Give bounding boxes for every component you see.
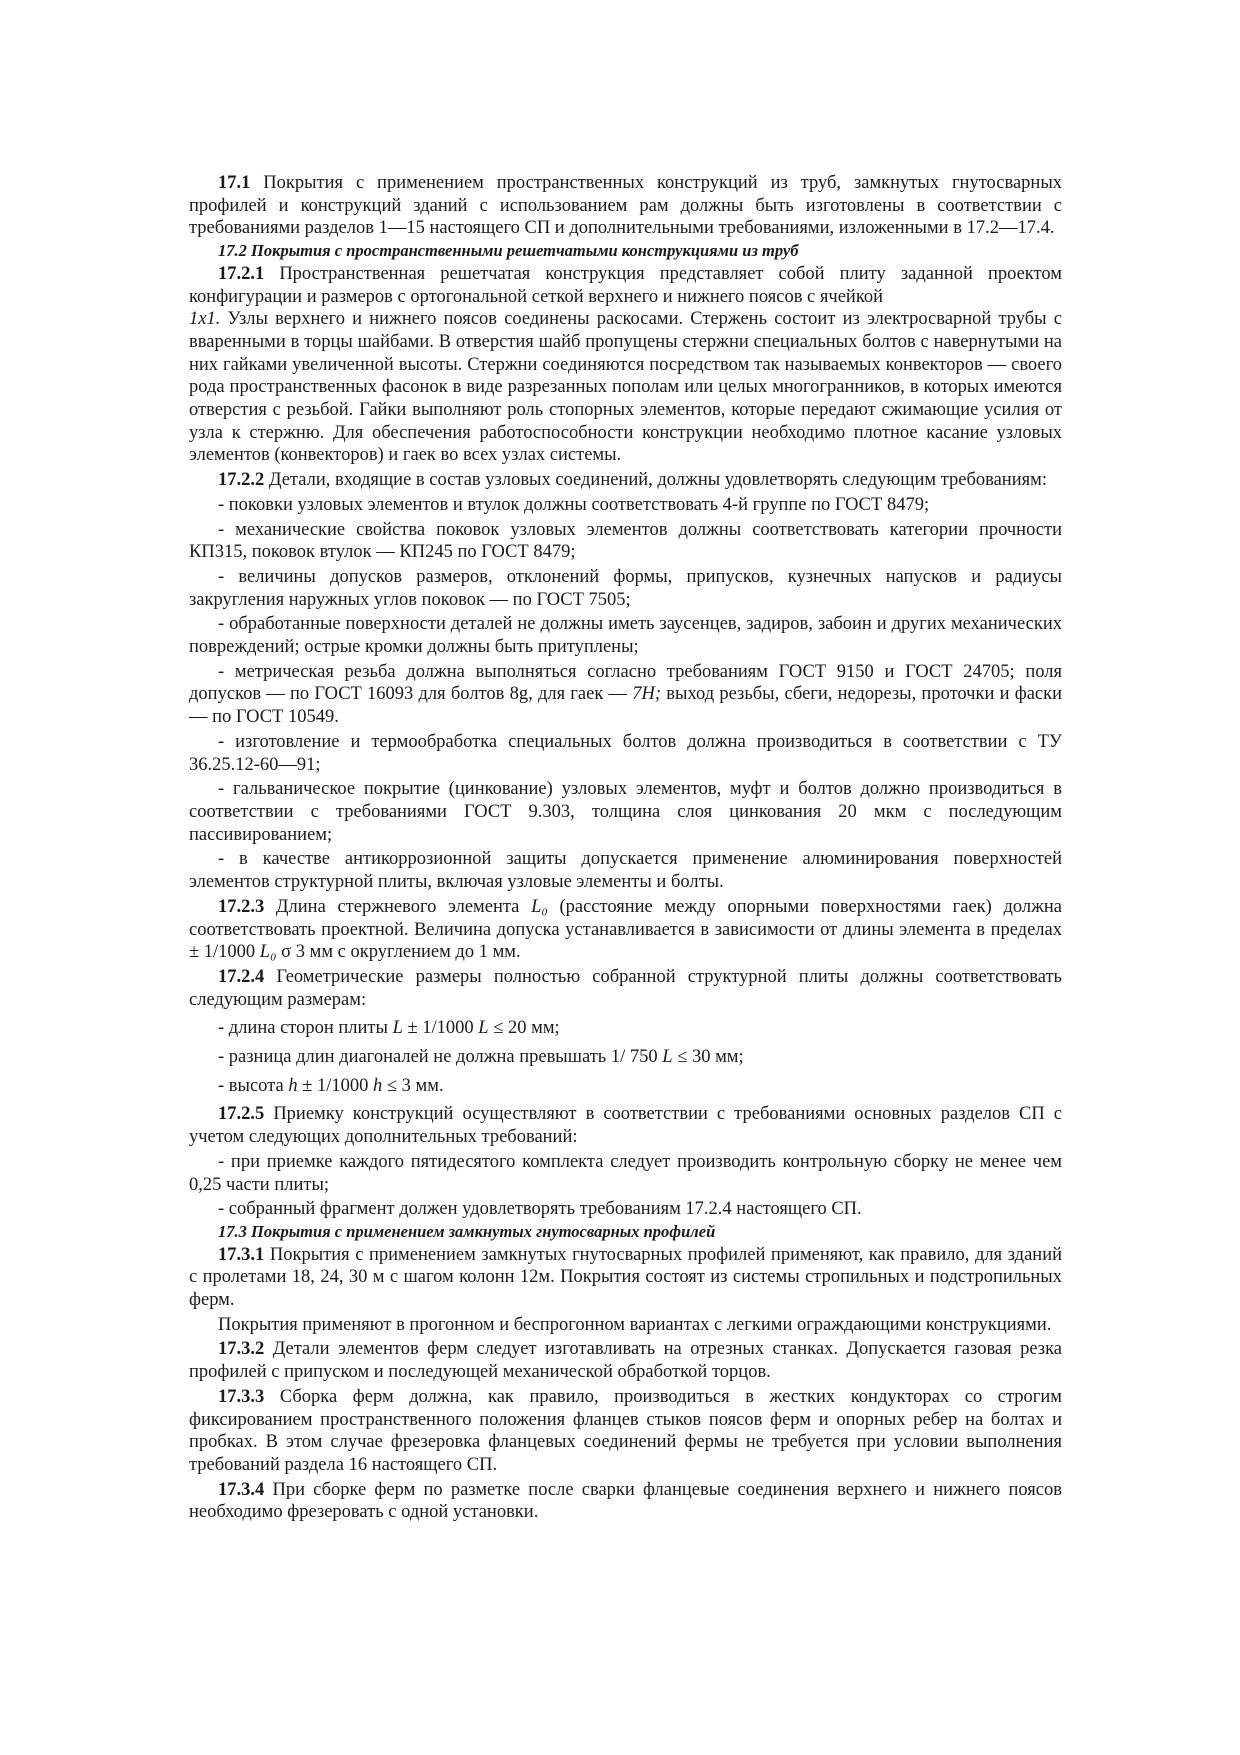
paragraph-17-3-3	[189, 1386, 1062, 1477]
section-heading-17-3: 17.3 Покрытия с применением замкнутых гнутосварных профилей	[218, 1221, 716, 1241]
paragraph-17-2-5	[189, 1103, 1062, 1148]
paragraph-17-2-3	[189, 896, 1062, 964]
list-item: - собранный фрагмент должен удовлетворять требованиям 17.2.4 настоящего СП.	[218, 1199, 862, 1220]
list-item-text: ≤ 20 мм;	[493, 1018, 560, 1039]
paragraph-text: Покрытия с применением замкнутых гнутосварных профилей применяют, как правило, для зданий с пролетами 18, 24, 30 м с шагом колонн 12м. Покрытия состоят из системы стропильных и подстропильных ферм.	[189, 1244, 1062, 1311]
paragraph-17-3-2	[189, 1338, 1062, 1383]
paragraph-17-2-2	[189, 469, 1062, 492]
list-item: - механические свойства поковок узловых элементов должны соответствовать категории прочности КП315, поковок втулок — КП245 по ГОСТ 8479;	[189, 519, 1062, 563]
list-item-text: ≤ 30 мм;	[677, 1047, 744, 1068]
paragraph-17-1	[189, 172, 1062, 240]
list-item-text: ± 1/1000	[407, 1018, 474, 1039]
paragraph-text: Приемку конструкций осуществляют в соответствии с требованиями основных разделов СП с учетом следующих дополнительных требований:	[189, 1104, 1063, 1148]
symbol-l0: L₀	[531, 896, 548, 917]
clause-number: 17.2.3	[218, 896, 265, 917]
clause-number: 17.2.5	[218, 1104, 265, 1125]
tolerance-italic: 7H;	[632, 684, 662, 705]
symbol-l: L	[478, 1018, 489, 1039]
paragraph-text: При сборке ферм по разметке после сварки фланцевые соединения верхнего и нижнего поясов необходимо фрезеровать с одной установки.	[189, 1479, 1062, 1523]
paragraph-text: Детали элементов ферм следует изготавливать на отрезных станках. Допускается газовая резка профилей с припуском и последующей механической обработкой торцов.	[189, 1339, 1063, 1383]
list-item-text: - длина сторон плиты	[218, 1018, 388, 1039]
document-page	[189, 172, 1062, 1524]
symbol-l0: L₀	[259, 942, 277, 963]
symbol-l: L	[662, 1047, 673, 1068]
clause-number: 17.2.1	[218, 263, 265, 284]
section-heading-17-2: 17.2 Покрытия с пространственными решетчатыми конструкциями из труб	[218, 241, 799, 261]
clause-number: 17.3.4	[218, 1479, 265, 1500]
cell-size-italic: 1х1.	[189, 309, 221, 330]
list-item-text: - высота	[218, 1075, 284, 1096]
clause-number: 17.3.3	[218, 1386, 265, 1407]
paragraph-text: Геометрические размеры полностью собранной структурной плиты должны соответствовать следующим размерам:	[189, 966, 1062, 1010]
list-item	[189, 1075, 1062, 1098]
paragraph-text: Узлы верхнего и нижнего поясов соединены раскосами. Стержень состоит из электросварной трубы с вваренными в торцы шайбами. В отверстия шайб пропущены стержни специальных болтов с навернутыми на них гайками увеличенной высоты. Стержни соединяются посредством так называемых конвекторов — своего рода пространственных фасонок в виде разрезанных пополам или целых многогранников, в которых имеются отверстия с резьбой. Гайки выполняют роль стопорных элементов, которые передают сжимающие усилия от узла к стержню. Для обеспечения работоспособности конструкции необходимо плотное касание узловых элементов (конвекторов) и гаек во всех узлах системы.	[189, 309, 1063, 466]
list-item-text: ± 1/1000	[302, 1075, 369, 1096]
list-item-text: - разница длин диагоналей не должна превышать 1/ 750	[218, 1047, 658, 1068]
clause-number: 17.2.2	[218, 470, 265, 491]
clause-number: 17.2.4	[218, 966, 265, 987]
clause-number: 17.3.1	[218, 1244, 265, 1265]
clause-number: 17.3.2	[218, 1339, 265, 1360]
list-item	[189, 1046, 1062, 1069]
list-item: - величины допусков размеров, отклонений формы, припусков, кузнечных напусков и радиусы закругления наружных углов поковок — по ГОСТ 7505;	[189, 566, 1062, 610]
paragraph-17-3-1-continued: Покрытия применяют в прогонном и беспрогонном вариантах с легкими ограждающими конструкциями.	[218, 1314, 1052, 1335]
paragraph-17-2-1	[189, 263, 1062, 467]
list-item: - гальваническое покрытие (цинкование) узловых элементов, муфт и болтов должно производиться в соответствии с требованиями ГОСТ 9.303, толщина слоя цинкования 20 мкм с последующим пассивированием;	[189, 779, 1062, 845]
list-item: - изготовление и термообработка специальных болтов должна производиться в соответствии с ТУ 36.25.12-60—91;	[189, 731, 1062, 775]
list-item-text: ≤ 3 мм.	[386, 1075, 444, 1096]
symbol-l: L	[392, 1018, 403, 1039]
list-item: - поковки узловых элементов и втулок должны соответствовать 4-й группе по ГОСТ 8479;	[218, 494, 930, 515]
paragraph-text: Покрытия с применением пространственных конструкций из труб, замкнутых гнутосварных профилей и конструкций зданий с использованием рам должны быть изготовлены в соответствии с требованиями разделов 1—15 настоящего СП и дополнительными требованиями, изложенными в 17.2—17.4.	[189, 173, 1063, 239]
paragraph-text: Пространственная решетчатая конструкция представляет собой плиту заданной проектом конфигурации и размеров с ортогональной сеткой верхнего и нижнего поясов с ячейкой	[189, 263, 1063, 307]
symbol-h: h	[373, 1075, 383, 1096]
paragraph-17-3-1	[189, 1244, 1062, 1312]
list-item: - при приемке каждого пятидесятого комплекта следует производить контрольную сборку не менее чем 0,25 части плиты;	[189, 1151, 1062, 1195]
list-item-text: выход резьбы, сбеги, недорезы, проточки и фаски — по ГОСТ 10549.	[189, 684, 1063, 728]
paragraph-text: σ 3 мм с округлением до 1 мм.	[281, 942, 521, 963]
paragraph-text: Сборка ферм должна, как правило, производиться в жестких кондукторах со строгим фиксированием пространственного положения фланцев стыков поясов ферм и опорных ребер на болтах и пробках. В этом случае фрезеровка фланцевых соединений фермы не требуется при условии выполнения требований раздела 16 настоящего СП.	[189, 1386, 1062, 1475]
symbol-h: h	[288, 1075, 298, 1096]
paragraph-17-2-4	[189, 966, 1062, 1011]
clause-number: 17.1	[218, 173, 251, 193]
list-item	[189, 661, 1062, 729]
paragraph-text: (расстояние между опорными поверхностями гаек) должна соответствовать проектной. Величина допуска устанавливается в зависимости от длины элемента в пределах ± 1/1000	[189, 896, 1063, 963]
list-item: - обработанные поверхности деталей не должны иметь заусенцев, задиров, забоин и других механических повреждений; острые кромки должны быть притуплены;	[189, 614, 1062, 658]
paragraph-text: Детали, входящие в состав узловых соединений, должны удовлетворять следующим требованиям:	[268, 470, 1047, 491]
list-item: - в качестве антикоррозионной защиты допускается применение алюминирования поверхностей элементов структурной плиты, включая узловые элементы и болты.	[189, 849, 1062, 893]
list-item-text: - метрическая резьба должна выполняться согласно требованиям ГОСТ 9150 и ГОСТ 24705; поля допусков — по ГОСТ 16093 для болтов 8g, для гаек —	[189, 661, 1062, 705]
list-item	[189, 1017, 1062, 1040]
paragraph-17-3-4	[189, 1479, 1062, 1524]
paragraph-text: Длина стержневого элемента	[275, 896, 520, 917]
